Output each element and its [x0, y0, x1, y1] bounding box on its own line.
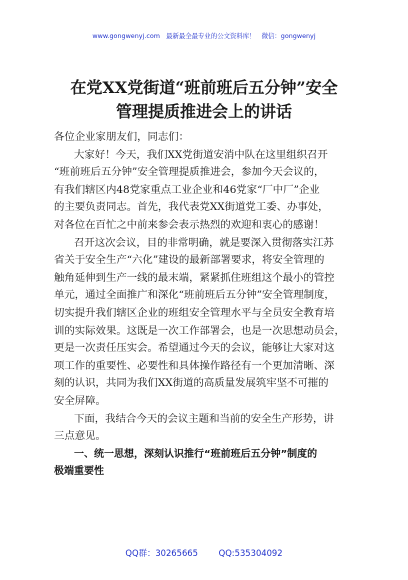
- body-line: 训的实际效果。这既是一次工作部署会，也是一次思想动员会，: [54, 324, 345, 337]
- body-line: 大家好！今天，我们XX党街道安消中队在这里组织召开: [74, 148, 328, 161]
- footer-qq: QQ:535304092: [218, 548, 283, 558]
- body-line: 三点意见。: [54, 430, 106, 443]
- body-line: “班前班后五分钟”安全管理提质推进会，参加今天会议的，: [54, 166, 325, 179]
- title-line-1: 在党XX党街道“班前班后五分钟”安全: [70, 78, 338, 97]
- body-line: 安全屏障。: [54, 394, 106, 407]
- body-line: 的主要负责同志。首先，我代表党XX街道党工委、办事处，: [54, 201, 329, 214]
- header-slogan: 最新最全最专业的公文资料库！: [166, 32, 256, 40]
- body-line: 触角延伸到生产一线的最末端，紧紧抓住班组这个最小的管控: [54, 271, 335, 284]
- document-body: [54, 129, 354, 481]
- title-line-2: 管理提质推进会上的讲话: [115, 102, 292, 121]
- body-line: 有我们辖区内48党家重点工业企业和46党家“厂中厂”企业: [54, 183, 320, 196]
- document-title: [0, 76, 408, 124]
- section-heading-cont: 极端重要性: [54, 466, 104, 478]
- body-line: 项工作的重要性、必要性和具体操作路径有一个更加清晰、深: [54, 359, 335, 372]
- section-heading: 一、统一思想，深刻认识推行“班前班后五分钟”制度的: [74, 448, 318, 460]
- body-line: 更是一次责任压实会。希望通过今天的会议，能够让大家对这: [54, 342, 335, 355]
- header-site-link[interactable]: www.gongwenyj.com: [92, 32, 161, 40]
- salutation: 各位企业家朋友们，同志们：: [54, 131, 190, 143]
- footer-qq-group: QQ群：30265665: [125, 548, 198, 558]
- body-line: 对各位在百忙之中前来参会表示热烈的欢迎和衷心的感谢！: [54, 218, 325, 231]
- page-header: [0, 31, 408, 40]
- body-line: 刻的认识，共同为我们XX街道的高质量发展筑牢坚不可摧的: [54, 377, 329, 390]
- body-line: 省关于安全生产“六化”建设的最新部署要求，将安全管理的: [54, 254, 325, 267]
- body-line: 下面，我结合今天的会议主题和当前的安全生产形势，讲: [74, 412, 334, 425]
- body-line: 切实提升我们辖区企业的班组安全管理水平与全员安全教育培: [54, 306, 335, 319]
- page-footer: [0, 547, 408, 559]
- header-wechat: 微信：gongwenyj: [261, 32, 316, 40]
- body-line: 单元，通过全面推广和深化“班前班后五分钟”安全管理制度，: [54, 289, 335, 302]
- body-line: 召开这次会议，目的非常明确，就是要深入贯彻落实江苏: [74, 236, 334, 249]
